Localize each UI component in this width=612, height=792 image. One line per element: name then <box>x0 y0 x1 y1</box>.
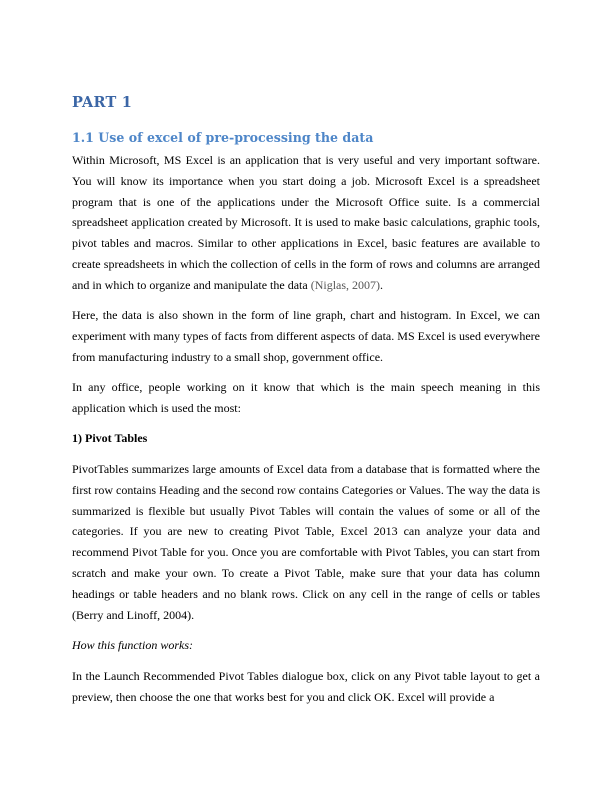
paragraph-launch-dialog: In the Launch Recommended Pivot Tables dialogue box, click on any Pivot table layout to get a preview, then choose the one that works best for you and click OK. Excel will provide a <box>72 669 540 704</box>
paragraph-excel-intro <box>72 150 540 296</box>
paragraph-pivot-tables: PivotTables summarizes large amounts of Excel data from a database that is formatted where the first row contains Heading and the second row contains Categories or Values. The way the data is summarized is flexible but usually Pivot Tables will contain the values of some or all of the categories. If you are new to creating Pivot Table, Excel 2013 can analyze your data and recommend Pivot Table for you. Once you are comfortable with Pivot Tables, you can start from scratch and make your own. To create a Pivot Table, make sure that your data has column headings or table headers and no blank rows. Click on any cell in the range of cells or tables (Berry and Linoff, 2004). <box>72 462 540 622</box>
section-heading: 1.1 Use of excel of pre-processing the data <box>72 130 374 145</box>
how-function-works-label: How this function works: <box>72 638 194 652</box>
paragraph-office-usage: In any office, people working on it know that which is the main speech meaning in this application which is used the most: <box>72 380 540 415</box>
paragraph-data-forms: Here, the data is also shown in the form of line graph, chart and histogram. In Excel, we can experiment with many types of facts from different aspects of data. MS Excel is used everywhere from manufacturing industry to a small shop, government office. <box>72 308 540 364</box>
pivot-tables-title: 1) Pivot Tables <box>72 431 148 445</box>
paragraph-end: . <box>380 277 384 292</box>
paragraph-excel-intro-text: Within Microsoft, MS Excel is an application that is very useful and very important software. You will know its importance when you start doing a job. Microsoft Excel is a spreadsheet program that is one of the applications under the Microsoft Office suite. Is a commercial spreadsheet application created by Microsoft. It is used to make basic calculations, graphic tools, pivot tables and macros. Similar to other applications in Excel, basic features are available to create spreadsheets in which the collection of cells in the form of rows and columns are arranged and in which to organize and manipulate the data <box>72 153 540 292</box>
part-heading: PART 1 <box>72 94 133 111</box>
citation-niglas: (Niglas, 2007) <box>310 277 381 292</box>
